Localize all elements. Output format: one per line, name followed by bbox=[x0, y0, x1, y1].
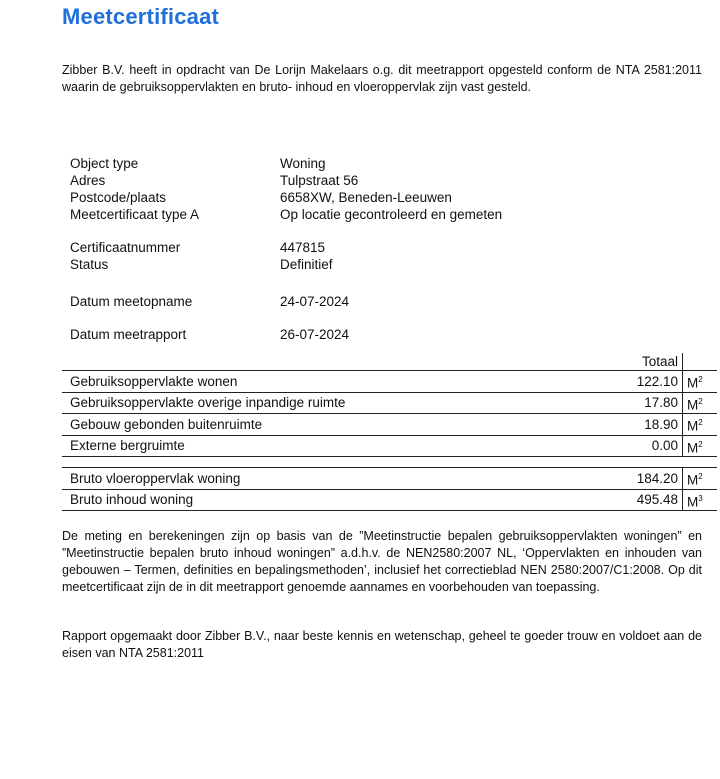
table-row bbox=[62, 468, 717, 490]
detail-value: 447815 bbox=[280, 240, 326, 255]
row-value: 0.00 bbox=[608, 435, 683, 457]
table-row bbox=[62, 392, 717, 414]
detail-row-object-type bbox=[70, 155, 590, 172]
detail-row-status bbox=[70, 256, 590, 273]
methodology-paragraph: De meting en berekeningen zijn op basis van de ”Meetinstructie bepalen gebruiksoppervlakten woningen” en ”Meetinstructie bepalen bruto inhoud woningen” a.d.h.v. de NEN2580:2007 NL, ‘Oppervlakten en inhouden van gebouwen – Termen, definities en bepalingsmethoden’, inclusief het correctieblad NEN 2580:2007/C1:2008. Op dit meetcertificaat zijn de in dit meetrapport genoemde aannames en voorbehouden van toepassing. bbox=[62, 529, 702, 594]
detail-row-adres bbox=[70, 172, 590, 189]
detail-label: Meetcertificaat type A bbox=[70, 207, 200, 222]
detail-label: Status bbox=[70, 257, 109, 272]
detail-row-datum-rapport bbox=[70, 326, 590, 343]
detail-row-postcode bbox=[70, 189, 590, 206]
table-row bbox=[62, 489, 717, 511]
detail-value: 24-07-2024 bbox=[280, 294, 350, 309]
row-unit: $M^2$ bbox=[683, 435, 718, 457]
total-header: Totaal bbox=[608, 353, 683, 371]
measurement-table bbox=[62, 353, 717, 511]
detail-label: Object type bbox=[70, 156, 139, 171]
row-label: Bruto vloeroppervlak woning bbox=[62, 468, 608, 490]
row-label: Gebruiksoppervlakte overige inpandige ruimte bbox=[62, 392, 608, 414]
row-label: Gebouw gebonden buitenruimte bbox=[62, 414, 608, 436]
detail-label: Datum meetopname bbox=[70, 294, 193, 309]
table-row bbox=[62, 414, 717, 436]
detail-value: Tulpstraat 56 bbox=[280, 173, 359, 188]
object-details bbox=[70, 155, 590, 343]
row-value: 18.90 bbox=[608, 414, 683, 436]
row-value: 495.48 bbox=[608, 489, 683, 511]
detail-label: Postcode/plaats bbox=[70, 190, 167, 205]
detail-value: Definitief bbox=[280, 257, 333, 272]
table-row bbox=[62, 435, 717, 457]
detail-value: Woning bbox=[280, 156, 326, 171]
detail-row-datum-opname bbox=[70, 293, 590, 310]
row-unit: $M^3$ bbox=[683, 489, 718, 511]
row-unit: $M^2$ bbox=[683, 392, 718, 414]
detail-value: Op locatie gecontroleerd en gemeten bbox=[280, 207, 503, 222]
page-title: Meetcertificaat bbox=[62, 4, 220, 29]
detail-label: Adres bbox=[70, 173, 106, 188]
row-value: 184.20 bbox=[608, 468, 683, 490]
table-header-row bbox=[62, 353, 717, 371]
detail-row-certnr bbox=[70, 239, 590, 256]
detail-value: 26-07-2024 bbox=[280, 327, 350, 342]
detail-label: Datum meetrapport bbox=[70, 327, 187, 342]
row-unit: $M^2$ bbox=[683, 414, 718, 436]
table-row bbox=[62, 371, 717, 393]
row-unit: $M^2$ bbox=[683, 468, 718, 490]
row-value: 17.80 bbox=[608, 392, 683, 414]
intro-paragraph: Zibber B.V. heeft in opdracht van De Lorijn Makelaars o.g. dit meetrapport opgesteld conform de NTA 2581:2011 waarin de gebruiksoppervlakten en bruto- inhoud en vloeroppervlak zijn vast gesteld. bbox=[62, 63, 702, 94]
detail-label: Certificaatnummer bbox=[70, 240, 181, 255]
row-value: 122.10 bbox=[608, 371, 683, 393]
row-unit: $M^2$ bbox=[683, 371, 718, 393]
closing-paragraph: Rapport opgemaakt door Zibber B.V., naar beste kennis en wetenschap, geheel te goeder trouw en voldoet aan de eisen van NTA 2581:2011 bbox=[62, 629, 702, 660]
row-label: Gebruiksoppervlakte wonen bbox=[62, 371, 608, 393]
detail-row-type bbox=[70, 206, 590, 223]
detail-value: 6658XW, Beneden-Leeuwen bbox=[280, 190, 452, 205]
row-label: Bruto inhoud woning bbox=[62, 489, 608, 511]
row-label: Externe bergruimte bbox=[62, 435, 608, 457]
